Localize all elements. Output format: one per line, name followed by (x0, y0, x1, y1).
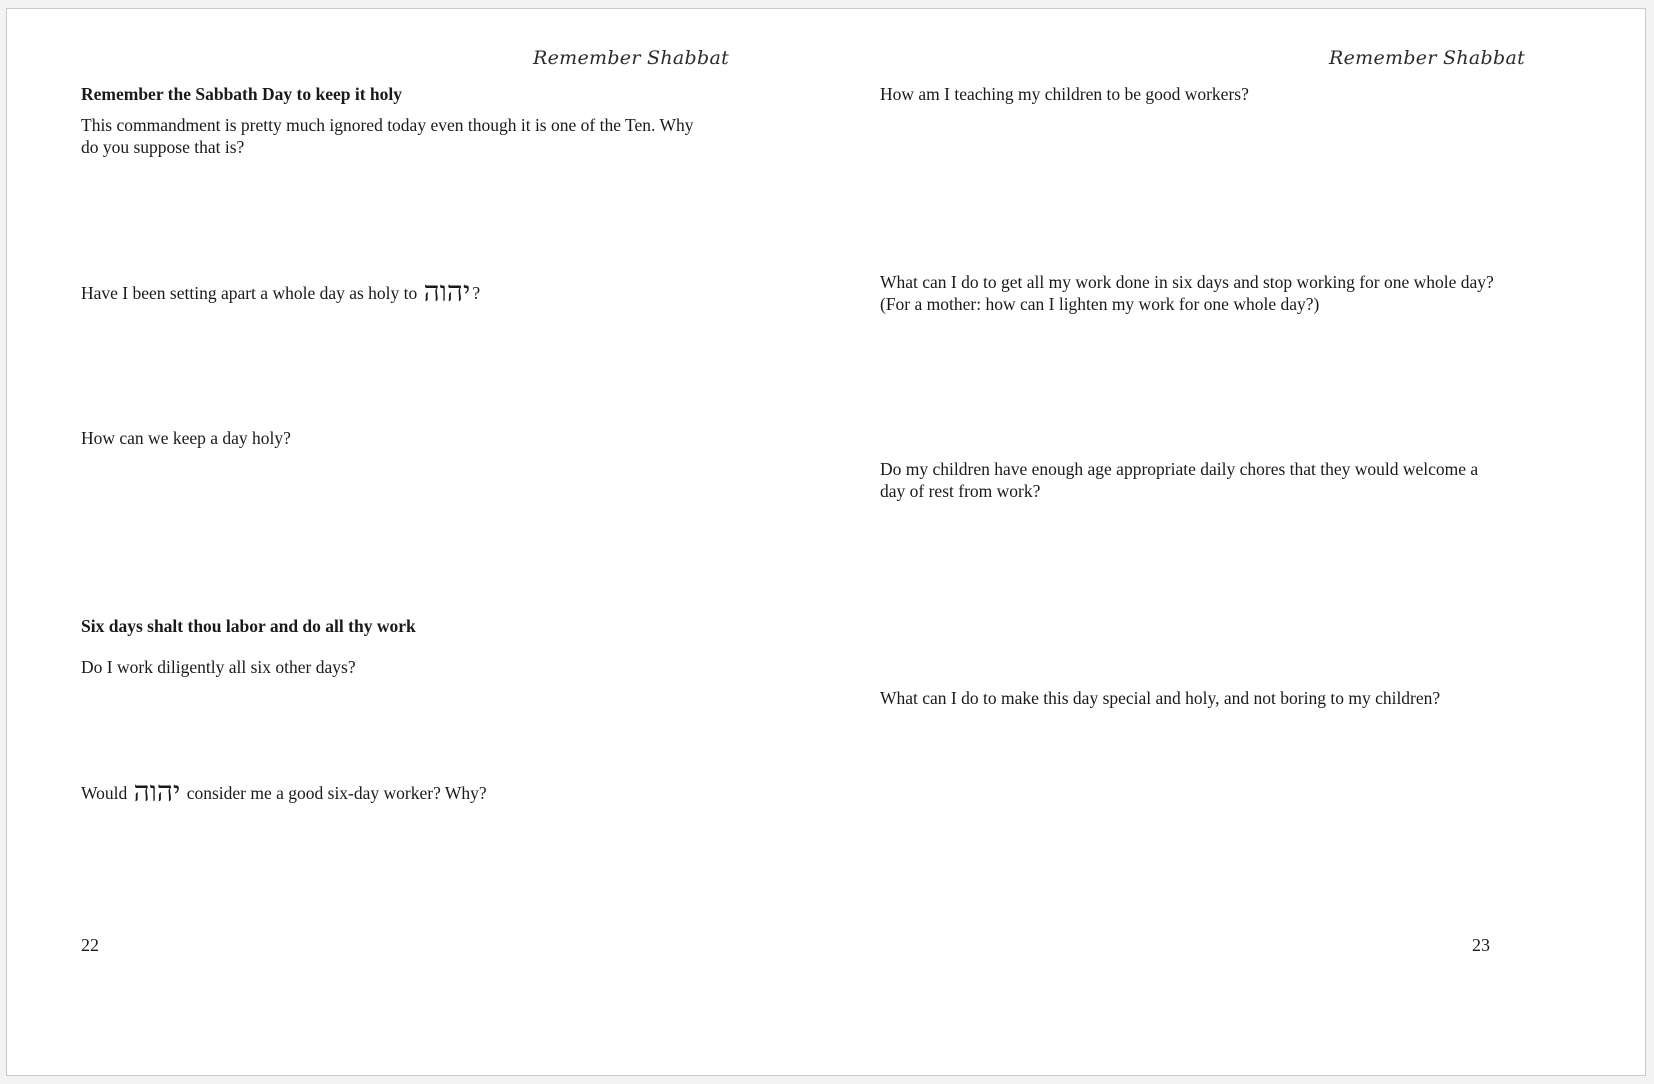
page-number-right: 23 (1472, 935, 1490, 955)
left-page (7, 9, 827, 1075)
question-line-2: (For a mother: how can I lighten my work for one whole day?) (880, 294, 1320, 314)
question-text-start: Would (81, 783, 132, 803)
question-age-appropriate-chores: Do my children have enough age appropriate daily chores that they would welcome a day of rest from work? (880, 459, 1479, 501)
section-heading-remember-sabbath: Remember the Sabbath Day to keep it holy (81, 84, 402, 104)
running-head-left: Remember Shabbat (533, 47, 730, 69)
question-day-special-and-holy: What can I do to make this day special and holy, and not boring to my children? (880, 688, 1441, 708)
question-ignored-commandment: This commandment is pretty much ignored today even though it is one of the Ten. Why do you suppose that is? (81, 115, 694, 157)
question-work-diligently: Do I work diligently all six other days? (81, 657, 356, 677)
question-text-start: Have I been setting apart a whole day as holy to (81, 283, 422, 303)
section-heading-six-days: Six days shalt thou labor and do all thy work (81, 616, 416, 636)
question-text-end: consider me a good six-day worker? Why? (182, 783, 487, 803)
divine-name-glyph: יהוה (423, 275, 471, 308)
page-number-left: 22 (81, 935, 99, 955)
question-text-end: ? (472, 283, 481, 303)
book-spread (6, 8, 1646, 1076)
question-work-in-six-days (880, 271, 1580, 315)
question-good-six-day-worker (81, 775, 721, 808)
question-setting-apart-day (81, 275, 721, 308)
question-teaching-good-workers: How am I teaching my children to be good workers? (880, 84, 1249, 104)
right-page (827, 9, 1647, 1075)
divine-name-glyph: יהוה (133, 775, 181, 808)
question-keep-day-holy: How can we keep a day holy? (81, 428, 291, 448)
running-head-right: Remember Shabbat (1329, 47, 1526, 69)
question-line-1: What can I do to get all my work done in six days and stop working for one whole day? (880, 272, 1494, 292)
